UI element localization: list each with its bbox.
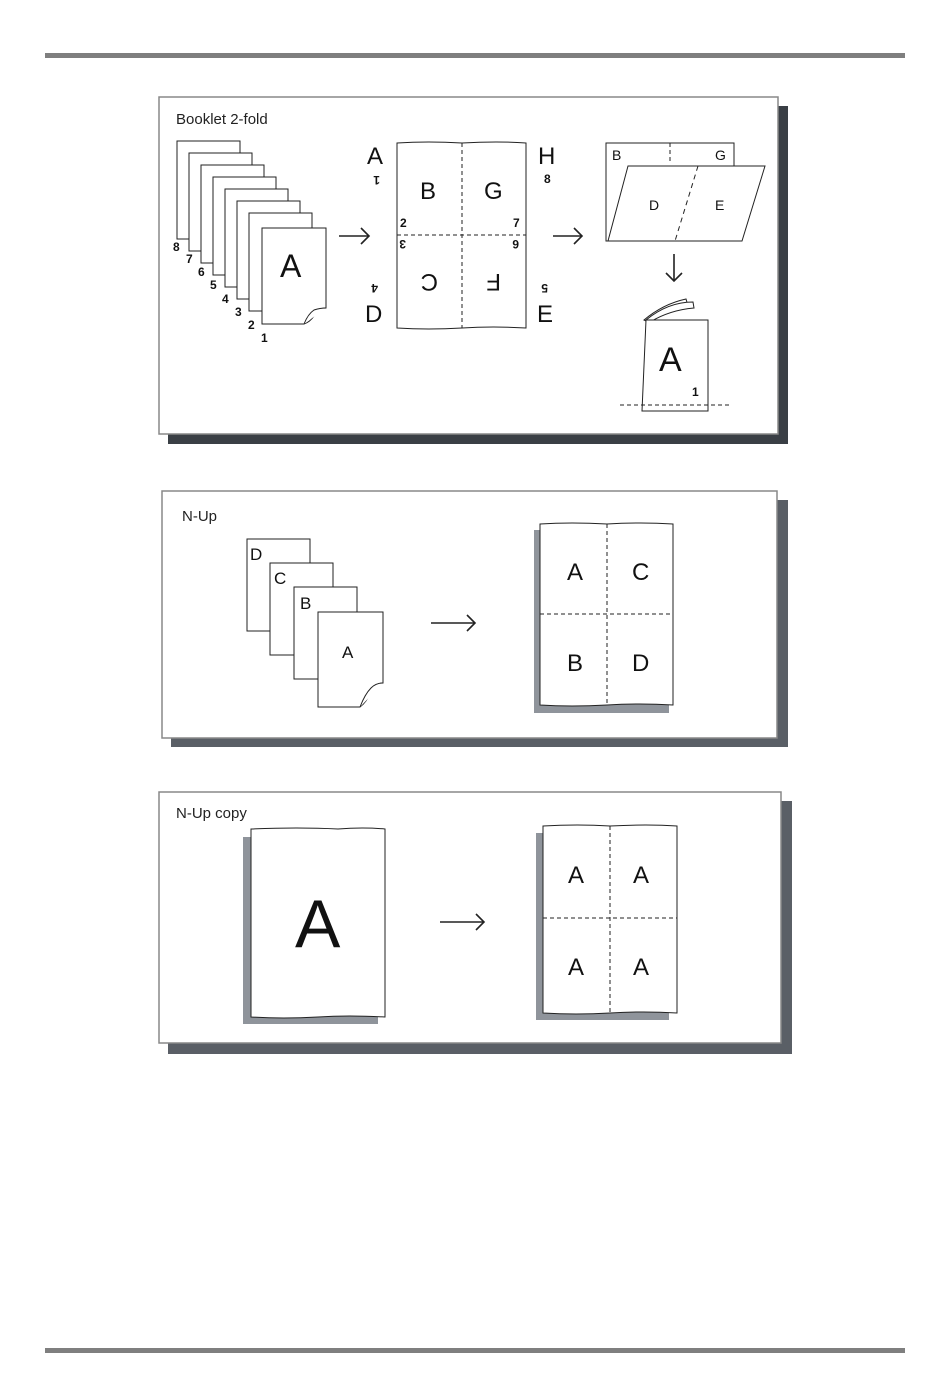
sheet-cell-letter-inverted: F bbox=[486, 268, 501, 295]
nup-grid-letter: B bbox=[567, 650, 584, 677]
booklet-title: Booklet 2-fold bbox=[176, 111, 268, 128]
nup-stack-letter: B bbox=[300, 594, 312, 613]
nup-grid-letter: C bbox=[632, 559, 650, 586]
nup-grid-letter: A bbox=[567, 559, 584, 586]
nup-grid-letter: D bbox=[632, 650, 650, 677]
nupcopy-panel bbox=[158, 791, 794, 1057]
sheet-inner-number: 7 bbox=[513, 216, 520, 230]
nupcopy-grid-letter: A bbox=[568, 954, 585, 981]
folded-top-letter: B bbox=[612, 147, 622, 163]
stack-number: 6 bbox=[198, 265, 205, 279]
sheet-cell-letter-inverted: C bbox=[420, 268, 438, 295]
sheet-inner-number: 3 bbox=[399, 237, 406, 251]
top-rule bbox=[45, 53, 905, 58]
sheet-cell-letter: B bbox=[420, 178, 437, 205]
nup-output-sheet bbox=[534, 523, 673, 713]
stack-number: 8 bbox=[173, 240, 180, 254]
nup-stack-letter: A bbox=[342, 643, 354, 662]
sheet-corner-letter: A bbox=[367, 143, 384, 170]
sheet-corner-number: 8 bbox=[544, 172, 551, 186]
stack-number: 1 bbox=[261, 331, 268, 345]
booklet-panel bbox=[158, 96, 794, 446]
sheet-corner-number: 5 bbox=[541, 281, 548, 295]
folded-front-letter: E bbox=[715, 197, 725, 213]
nupcopy-output-sheet bbox=[536, 825, 677, 1020]
nup-stack-letter: C bbox=[274, 569, 287, 588]
stack-number: 5 bbox=[210, 278, 217, 292]
nupcopy-title: N-Up copy bbox=[176, 805, 247, 822]
nupcopy-source-letter: A bbox=[295, 886, 341, 962]
sheet-inner-number: 6 bbox=[512, 237, 519, 251]
stack-number: 4 bbox=[222, 292, 229, 306]
booklet-result-letter: A bbox=[659, 341, 682, 379]
folded-front-letter: D bbox=[649, 197, 660, 213]
sheet-corner-letter: D bbox=[365, 301, 383, 328]
booklet-result-page: 1 bbox=[692, 385, 699, 399]
sheet-inner-number: 2 bbox=[400, 216, 407, 230]
nupcopy-grid-letter: A bbox=[633, 862, 650, 889]
imposed-sheet bbox=[397, 142, 526, 329]
booklet-front-letter: A bbox=[280, 248, 302, 284]
folded-top-letter: G bbox=[715, 147, 726, 163]
nupcopy-grid-letter: A bbox=[568, 862, 585, 889]
stack-number: 2 bbox=[248, 318, 255, 332]
sheet-corner-letter: E bbox=[537, 301, 554, 328]
bottom-rule bbox=[45, 1348, 905, 1353]
nup-title: N-Up bbox=[182, 508, 218, 525]
stack-number: 7 bbox=[186, 252, 193, 266]
sheet-corner-number: 1 bbox=[373, 173, 380, 187]
nup-stack-letter: D bbox=[250, 545, 263, 564]
nupcopy-grid-letter: A bbox=[633, 954, 650, 981]
sheet-cell-letter: G bbox=[484, 178, 503, 205]
sheet-corner-number: 4 bbox=[371, 281, 378, 295]
stack-number: 3 bbox=[235, 305, 242, 319]
nup-panel bbox=[161, 490, 793, 750]
sheet-corner-letter: H bbox=[538, 143, 556, 170]
